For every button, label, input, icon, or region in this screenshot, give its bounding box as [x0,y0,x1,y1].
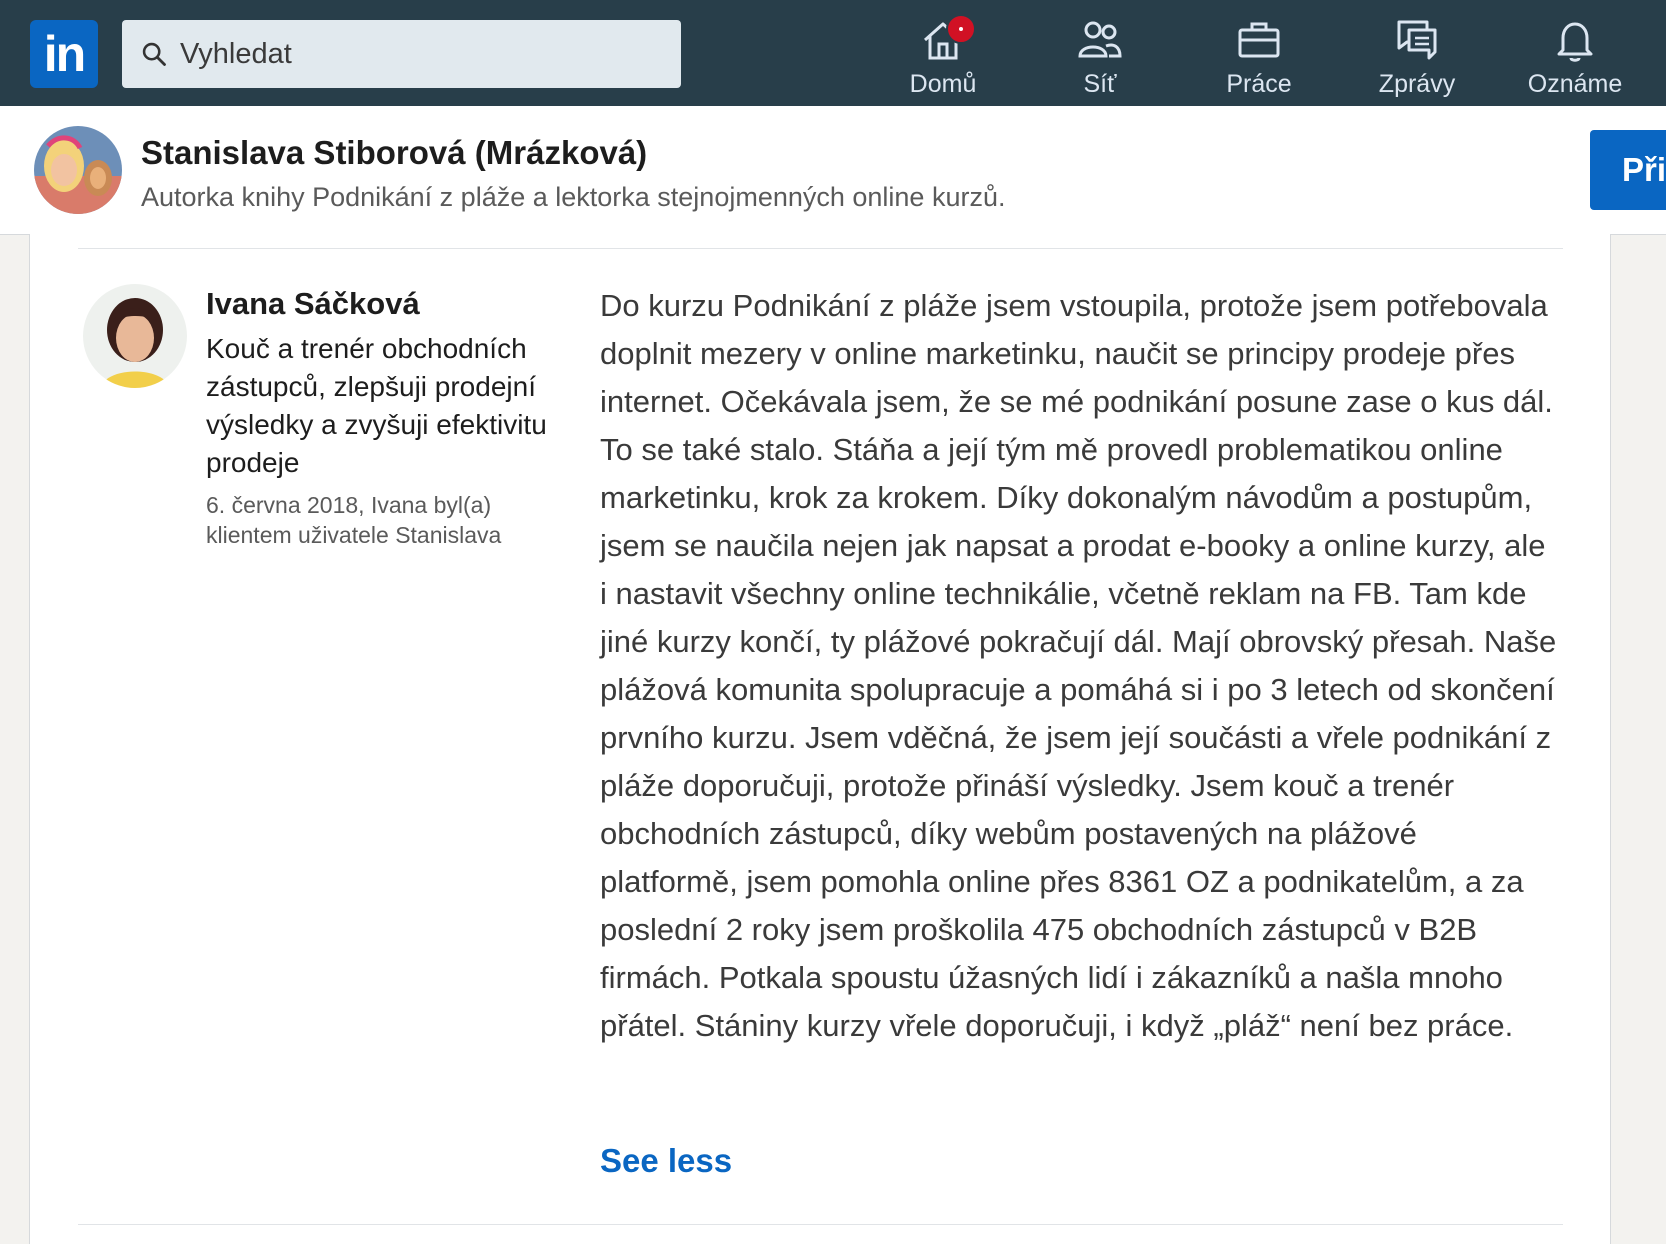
nav-notifications[interactable] [1500,16,1650,102]
see-less-link[interactable]: See less [600,1142,733,1179]
nav-network[interactable] [1025,16,1175,102]
nav-home-label: Domů [909,70,977,98]
recommendation-text: Do kurzu Podnikání z pláže jsem vstoupila, protože jsem potřebovala doplnit mezery v online marketinku, naučit se principy prodeje přes internet. Očekávala jsem, že se mé podnikání posune zase o kus dál. To se také stalo. Stáňa a její tým mě provedl problematikou online marketinku, krok za krokem. Díky dokonalým návodům a postupům, jsem se naučila nejen jak napsat a prodat e-booky a online kurzy, ale i nastavit všechny online technikálie, včetně reklam na FB. Tam kde jiné kurzy končí, ty plážové pokračují dál. Mají obrovský přesah. Naše plážová komunita spolupracuje a pomáhá si i po 3 letech od skončení prvního kurzu. Jsem vděčná, že jsem její součásti a vřele podnikání z pláže doporučuji, protože přináší výsledky. Jsem kouč a trenér obchodních zástupců, díky webům postavených na plážové platformě, jsem pomohla online přes 8361 OZ a podnikatelům, a za poslední 2 roky jsem proškolila 475 obchodních zástupců v B2B firmách. Potkala spoustu úžasných lidí i zákazníků a našla mnoho přátel. Stániny kurzy vřele doporučuji, i když „pláž“ není bez práce. [600,288,1557,1043]
profile-photo [34,126,122,214]
nav-network-label: Síť [1083,70,1117,98]
search-icon [140,40,168,68]
global-nav [0,0,1666,106]
notifications-icon [1551,16,1599,64]
recommendation-meta: 6. června 2018, Ivana byl(a) klientem uživatele Stanislava [206,492,502,548]
divider [78,248,1563,249]
nav-jobs[interactable] [1184,16,1334,102]
nav-notifications-label: Oznáme [1527,70,1623,98]
profile-name[interactable]: Stanislava Stiborová (Mrázková) [141,134,648,171]
logo-text: in [43,26,85,82]
search-input[interactable] [178,37,662,72]
profile-headline: Autorka knihy Podnikání z pláže a lektorka stejnojmenných online kurzů. [141,182,1006,212]
recommendation-card [29,234,1611,1244]
primary-action-button[interactable] [1590,130,1666,210]
recommender-name[interactable]: Ivana Sáčková [206,286,420,321]
primary-action-label: Při [1622,151,1666,188]
network-icon [1076,16,1124,64]
messaging-icon [1393,16,1441,64]
profile-avatar[interactable] [34,126,122,214]
profile-sticky-header [0,106,1666,235]
notification-badge [946,14,976,44]
recommender-headline: Kouč a trenér obchodních zástupců, zlepšuji prodejní výsledky a zvyšuji efektivitu prodeje [206,333,547,478]
jobs-icon [1235,16,1283,64]
nav-messaging-label: Zprávy [1378,70,1456,98]
recommender-photo [83,284,187,388]
search-box[interactable] [122,20,681,88]
nav-jobs-label: Práce [1226,70,1292,98]
recommender-avatar[interactable] [83,284,187,388]
linkedin-logo[interactable] [30,20,98,88]
divider [78,1224,1563,1225]
nav-home[interactable] [868,16,1018,102]
nav-messaging[interactable] [1342,16,1492,102]
